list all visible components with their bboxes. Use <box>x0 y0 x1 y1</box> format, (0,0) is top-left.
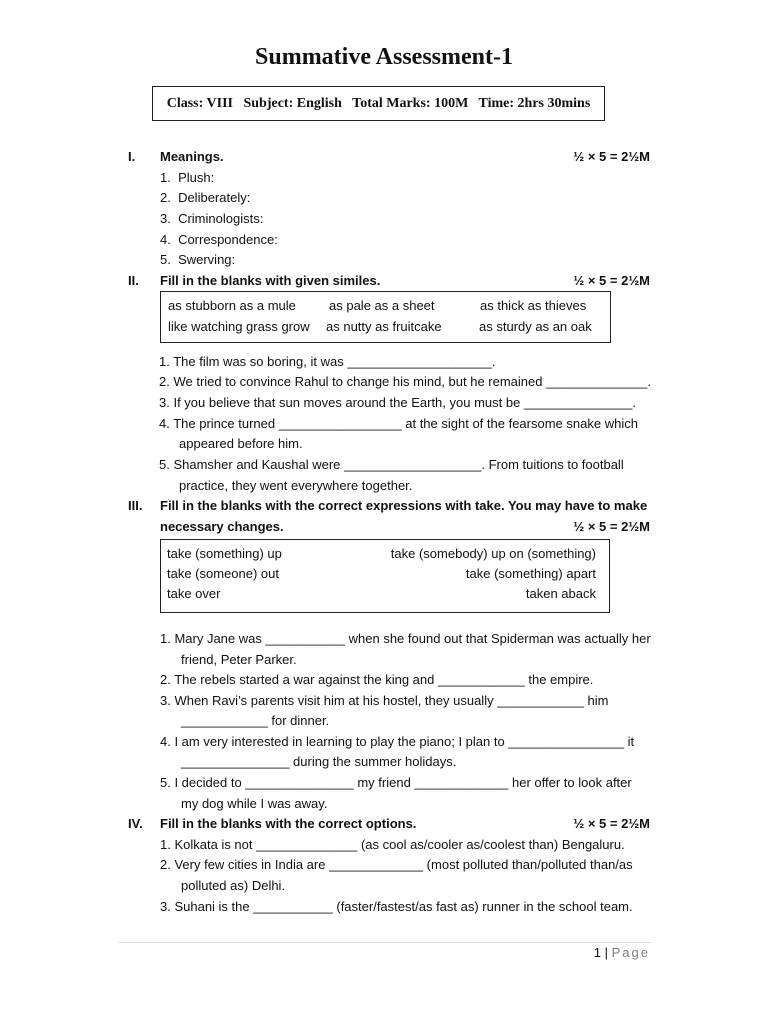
list-item: 3. Criminologists: <box>160 211 264 226</box>
expression-option: take (something) up <box>167 546 282 561</box>
section-1-heading: Meanings. <box>160 149 224 164</box>
question-continuation: my dog while I was away. <box>181 796 328 811</box>
question: 5. I decided to _______________ my friend _____________ her offer to look after <box>160 775 632 790</box>
section-2-number: II. <box>128 273 139 288</box>
expression-option: take (somebody) up on (something) <box>390 546 596 561</box>
section-3-heading: Fill in the blanks with the correct expressions with take. You may have to make <box>160 498 648 513</box>
expression-option: take (someone) out <box>167 566 280 581</box>
question: 5. Shamsher and Kaushal were ___________________. From tuitions to football <box>159 457 624 472</box>
exam-info: Class: VIII Subject: English Total Marks: 100M Time: 2hrs 30mins <box>166 95 591 111</box>
expression-option: take over <box>167 586 221 601</box>
question: 2. Very few cities in India are _____________ (most polluted than/polluted than/as <box>160 857 633 872</box>
simile-option: as pale as a sheet <box>329 298 435 313</box>
question: 3. If you believe that sun moves around the Earth, you must be _______________. <box>159 395 636 410</box>
simile-option: as sturdy as an oak <box>479 319 592 334</box>
section-2-heading: Fill in the blanks with given similes. <box>160 273 381 288</box>
list-item: 4. Correspondence: <box>160 232 278 247</box>
section-2-marks: ½ × 5 = 2½M <box>573 273 650 288</box>
question-continuation: ____________ for dinner. <box>181 713 330 728</box>
expression-option: take (something) apart <box>465 566 596 581</box>
footer-divider <box>118 942 651 943</box>
question: 2. The rebels started a war against the king and ____________ the empire. <box>160 672 594 687</box>
expression-option: taken aback <box>525 586 596 601</box>
section-4-heading: Fill in the blanks with the correct options. <box>160 816 417 831</box>
section-3-marks: ½ × 5 = 2½M <box>573 519 650 534</box>
question-continuation: _______________ during the summer holidays. <box>181 754 457 769</box>
question-continuation: polluted as) Delhi. <box>181 878 286 893</box>
simile-option: as stubborn as a mule <box>168 298 296 313</box>
question: 1. Mary Jane was ___________ when she found out that Spiderman was actually her <box>160 631 651 646</box>
page-separator: | <box>604 945 608 960</box>
simile-option: as thick as thieves <box>480 298 587 313</box>
question-continuation: practice, they went everywhere together. <box>179 478 413 493</box>
list-item: 1. Plush: <box>160 170 215 185</box>
question: 4. I am very interested in learning to play the piano; I plan to ________________ it <box>160 734 635 749</box>
question-continuation: appeared before him. <box>179 436 303 451</box>
question: 3. When Ravi’s parents visit him at his hostel, they usually ____________ him <box>160 693 609 708</box>
simile-option: as nutty as fruitcake <box>326 319 442 334</box>
section-3-number: III. <box>128 498 143 513</box>
section-1-marks: ½ × 5 = 2½M <box>573 149 650 164</box>
question: 4. The prince turned _________________ at the sight of the fearsome snake which <box>159 416 638 431</box>
question: 1. Kolkata is not ______________ (as cool as/cooler as/coolest than) Bengaluru. <box>160 837 625 852</box>
question: 2. We tried to convince Rahul to change his mind, but he remained ______________. <box>159 374 651 389</box>
question-continuation: friend, Peter Parker. <box>181 652 297 667</box>
list-item: 5. Swerving: <box>160 252 236 267</box>
question: 3. Suhani is the ___________ (faster/fastest/as fast as) runner in the school team. <box>160 899 633 914</box>
simile-option: like watching grass grow <box>168 319 310 334</box>
section-3-heading-cont: necessary changes. <box>160 519 284 534</box>
page-footer <box>560 945 650 960</box>
question: 1. The film was so boring, it was ____________________. <box>159 354 496 369</box>
exam-info-box <box>152 86 605 121</box>
section-1-number: I. <box>128 149 136 164</box>
section-4-number: IV. <box>128 816 143 831</box>
list-item: 2. Deliberately: <box>160 190 251 205</box>
section-4-marks: ½ × 5 = 2½M <box>573 816 650 831</box>
page-title: Summative Assessment-1 <box>255 44 513 70</box>
page-number: 1 <box>593 945 601 960</box>
page-label: Page <box>611 945 650 960</box>
